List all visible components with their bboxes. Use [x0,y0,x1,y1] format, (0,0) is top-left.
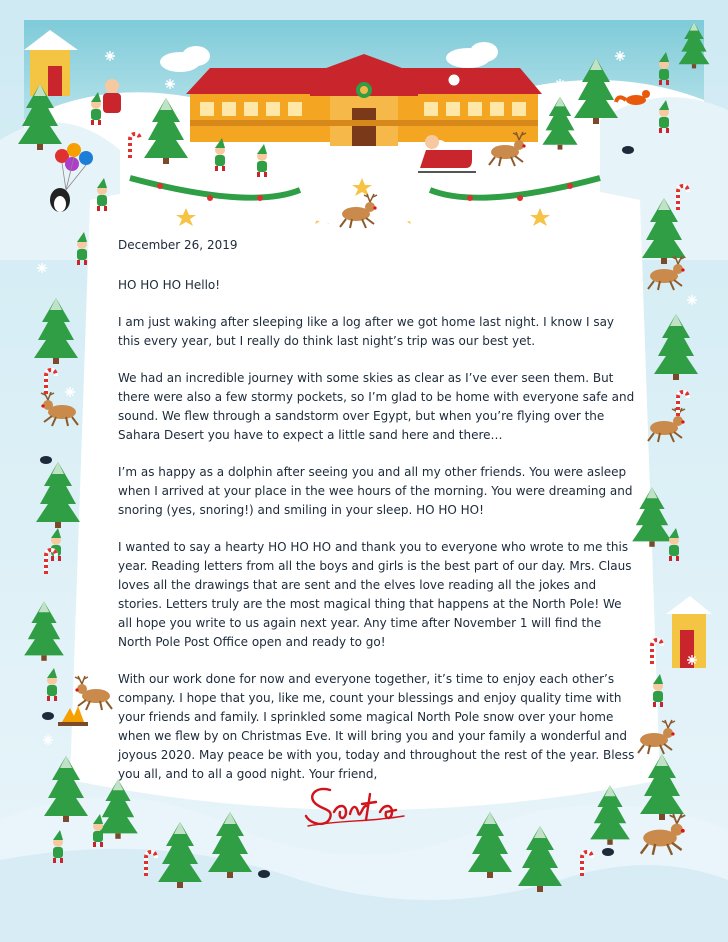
letter-paragraph: We had an incredible journey with some skies as clear as I’ve ever seen them. But there were also a few stormy pockets, so I’m glad to be home with everyone safe and sound. We flew through a sandstorm over Egypt, but when you’re flying over the Sahara Desert you have to expect a little sand here and there… [118,371,635,442]
letter-paragraph: I am just waking after sleeping like a log after we got home last night. I know I say this every year, but I really do think last night’s trip was our best yet. [118,315,615,348]
letter-date: December 26, 2019 [118,238,238,252]
santa-signature [300,776,410,834]
letter-paragraph: With our work done for now and everyone together, it’s time to enjoy each other’s company. I hope that you, like me, count your blessings and enjoy quality time with your friends and family. I sprinkled some magical North Pole snow over your home when we flew by on Christmas Eve. It will bring you and your family a wonderful and joyous 2020. May peace be with you, today and throughout the rest of the year. Bless you all, and to all a good night. Your friend, [118,672,635,781]
letter-paragraph: I’m as happy as a dolphin after seeing you and all my other friends. You were asleep when I arrived at your place in the wee hours of the morning. You were dreaming and snoring (yes, snoring!) and smiling in your sleep. HO HO HO! [118,465,633,517]
letter-body [118,236,638,802]
letter-greeting: HO HO HO Hello! [118,278,221,292]
letter-paragraph: I wanted to say a hearty HO HO HO and thank you to everyone who wrote to me this year. Reading letters from all the boys and girls is the best part of our day. Mrs. Claus loves all the drawings that are sent and the elves love reading all the jokes and stories. Letters truly are the most magical thing that happens at the North Pole! We all hope you write to us again next year. Any time after November 1 will find the North Pole Post Office open and ready to go! [118,540,632,649]
